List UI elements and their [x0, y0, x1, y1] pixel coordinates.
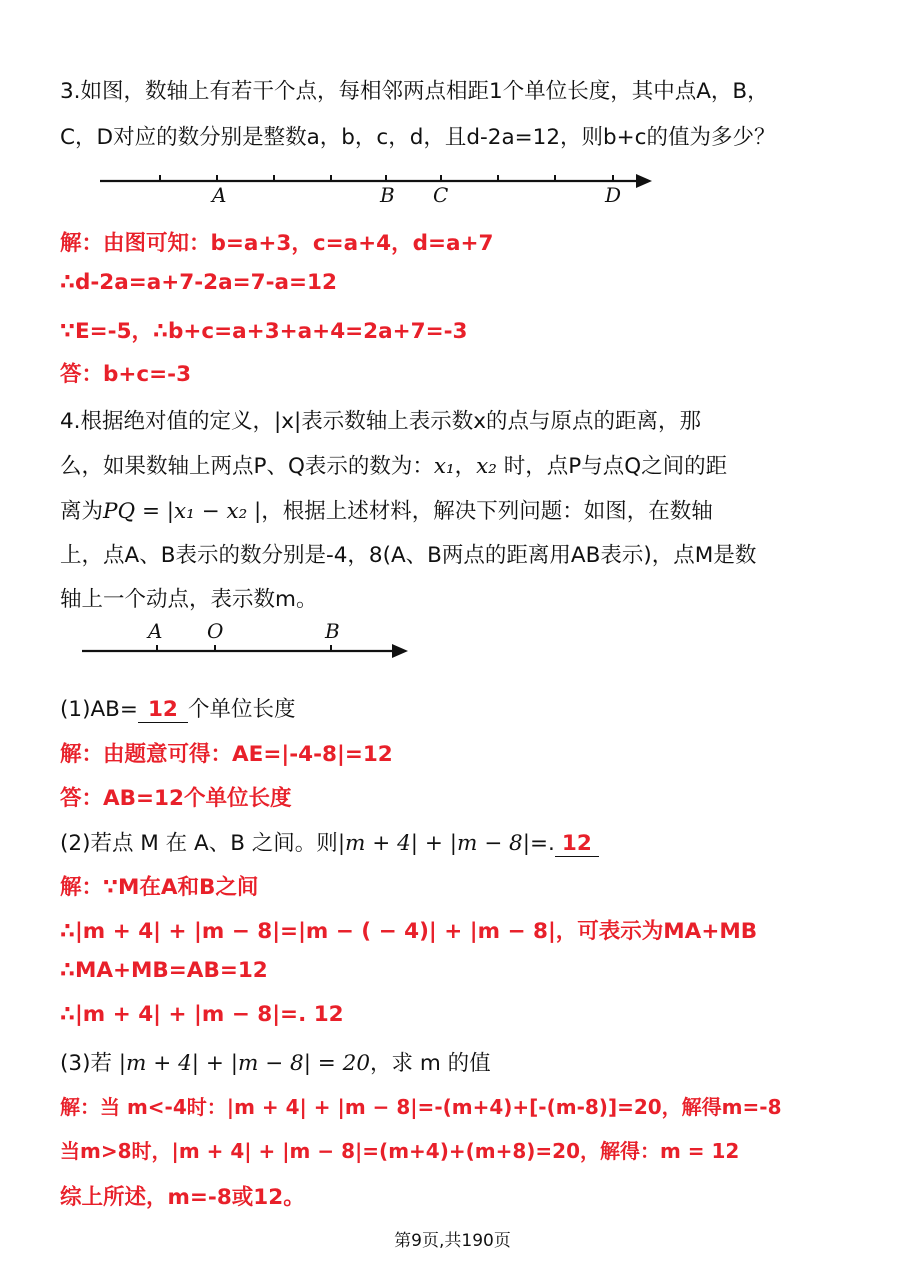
- q3-text-line2: C，D对应的数分别是整数a，b，c，d，且d-2a=12，则b+c的值为多少？: [60, 125, 776, 150]
- part2-answer-blank: 12: [555, 831, 599, 857]
- q4-part2-solution-line3: ∴MA+MB=AB=12: [60, 958, 268, 983]
- pq-formula: PQ = |x₁ − x₂ |: [103, 499, 262, 524]
- q4-part2-solution-line2: ∴|m + 4| + |m − 8|=|m − ( − 4)| + |m − 8|，可表示为MA+MB: [60, 919, 758, 944]
- page-footer: 第9页,共190页: [394, 1231, 511, 1251]
- q3-solution-line3: ∵E=-5，∴b+c=a+3+a+4=2a+7=-3: [60, 319, 468, 344]
- q4-text-line2: 么，如果数轴上两点P、Q表示的数为：x₁，x₂ 时，点P与点Q之间的距: [60, 454, 728, 479]
- q3-point-C-label: C: [433, 183, 449, 207]
- q3-point-D-label: D: [605, 183, 622, 207]
- q4-part3-question: (3)若 |m + 4| + |m − 8| = 20，求 m 的值: [60, 1051, 491, 1076]
- q4-part2-question: (2)若点 M 在 A、B 之间。则|m + 4| + |m − 8|=. 12: [60, 826, 599, 857]
- q4-point-O-label: O: [207, 619, 224, 643]
- q3-number-line: [0, 160, 905, 210]
- q4-part3-solution-line3: 综上所述，m=-8或12。: [60, 1185, 305, 1210]
- q3-point-B-label: B: [380, 183, 395, 207]
- q3-answer: 答：b+c=-3: [60, 362, 192, 387]
- q4-text-line3: 离为PQ = |x₁ − x₂ |，根据上述材料，解决下列问题：如图，在数轴: [60, 499, 713, 524]
- q3-text-line1: 3.如图，数轴上有若干个点，每相邻两点相距1个单位长度，其中点A，B，: [60, 79, 769, 104]
- part1-answer-blank: 12: [138, 697, 188, 723]
- q4-part2-solution-line1: 解：∵M在A和B之间: [60, 875, 259, 900]
- q4-part3-solution-line2: 当m>8时，|m + 4| + |m − 8|=(m+4)+(m+8)=20，解得：m = 12: [60, 1139, 740, 1163]
- q4-part1-question: (1)AB= 12 个单位长度: [60, 697, 296, 722]
- q4-part3-solution-line1: 解：当 m<-4时：|m + 4| + |m − 8|=-(m+4)+[-(m-8)]=20，解得m=-8: [60, 1095, 782, 1119]
- q4-part2-solution-line4: ∴|m + 4| + |m − 8|=. 12: [60, 1002, 344, 1027]
- q4-text-line1: 4.根据绝对值的定义，|x|表示数轴上表示数x的点与原点的距离，那: [60, 409, 701, 434]
- q4-point-A-label: A: [148, 619, 163, 643]
- q3-solution-line2: ∴d-2a=a+7-2a=7-a=12: [60, 270, 337, 295]
- q4-text-line4: 上，点A、B表示的数分别是-4，8(A、B两点的距离用AB表示)，点M是数: [60, 543, 757, 568]
- q4-part1-answer: 答：AB=12个单位长度: [60, 786, 292, 811]
- q4-number-line: [0, 618, 905, 668]
- q4-point-B-label: B: [325, 619, 340, 643]
- q4-text-line5: 轴上一个动点，表示数m。: [60, 587, 318, 612]
- q3-point-A-label: A: [212, 183, 227, 207]
- q4-part1-solution: 解：由题意可得：AE=|-4-8|=12: [60, 742, 393, 767]
- q3-solution-line1: 解：由图可知：b=a+3，c=a+4，d=a+7: [60, 231, 494, 256]
